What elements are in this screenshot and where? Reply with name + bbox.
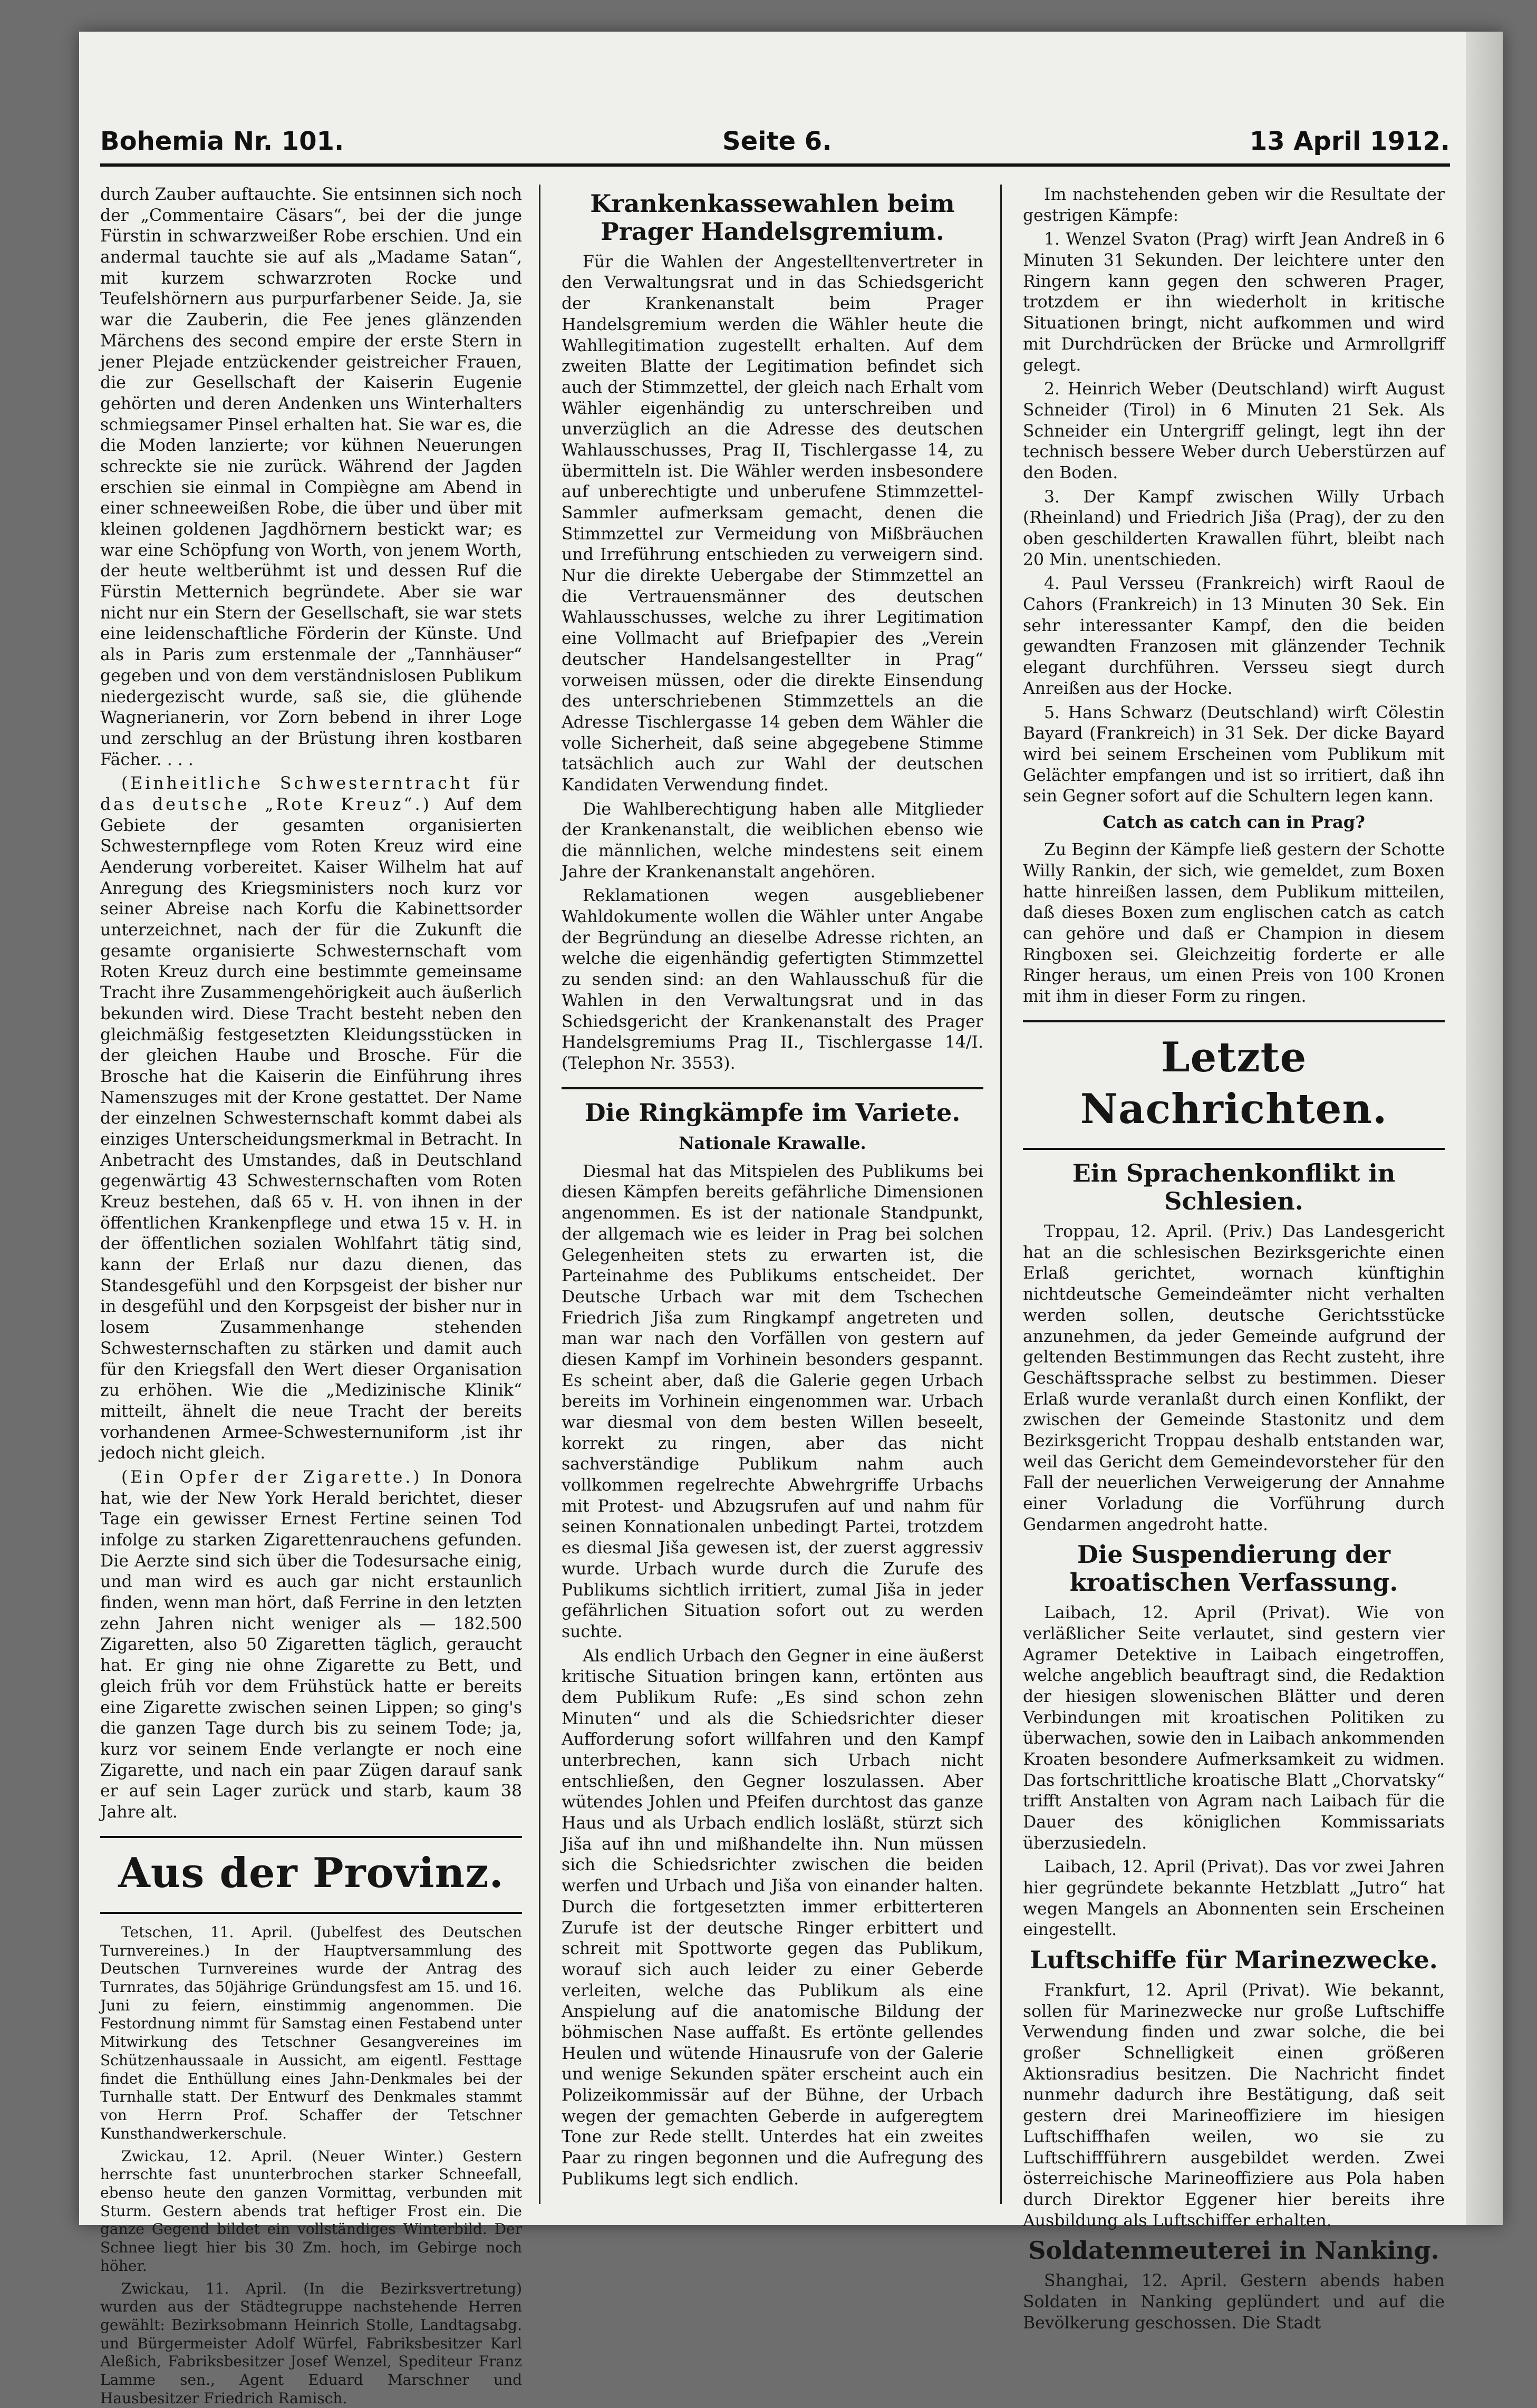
article-paragraph: Reklamationen wegen ausgebliebener Wahldokumente wollen die Wähler unter Angabe der Begründung an dieselbe Adresse richten, an welche die eigenhändig gefertigten Stimmzettel zu senden sind: an den Wahlausschuß für die Wahlen in den Verwaltungsrat und in das Schiedsgericht der Krankenanstalt des Prager Handelsgremiums Prag II., Tischlergasse 14/I. (Telephon Nr. 3553). (562, 886, 983, 1073)
article-heading-krankenkasse: Krankenkassewahlen beim Prager Handelsgremium. (590, 189, 955, 246)
paragraph-lead: (Ein Opfer der Zigarette.) (121, 1467, 422, 1487)
bout-result: 4. Paul Versseu (Frankreich) wirft Raoul de Cahors (Frankreich) in 13 Minuten 30 Sek. Ein sehr interessanter Kampf, den die beiden gewandten Franzosen mit glänzender Technik elegant durchführen. Versseu siegt durch Anreißen aus der Hocke. (1023, 574, 1445, 698)
section-divider (100, 1912, 522, 1914)
article-paragraph: Frankfurt, 12. April (Privat). Wie bekannt, sollen für Marinezwecke nur große Luftschiffe Verwendung finden und zwar solche, die bei großer Schnelligkeit einen größeren Aktionsradius besitzen. Die Nachricht findet nunmehr dadurch ihre Bestätigung, daß seit gestern drei Marineoffiziere im hiesigen Luftschiffhafen weilen, wo sie zu Luftschiffführern ausgebildet werden. Zwei österreichische Marineoffiziere aus Pola haben durch Direktor Eggener hier bereits ihre Ausbildung als Luftschiffer erhalten. (1023, 1981, 1445, 2230)
bout-result: 5. Hans Schwarz (Deutschland) wirft Cölestin Bayard (Frankreich) in 31 Sek. Der dicke Bayard wird bei seinem Erscheinen vom Publikum mit Gelächter empfangen und ist so irritiert, daß ihn sein Gegner sofort auf die Schultern legen kann. (1023, 703, 1445, 806)
article-paragraph: Die Wahlberechtigung haben alle Mitglieder der Krankenanstalt, die weiblichen ebenso wie die männlichen, welche mindestens seit einem Jahre der Krankenanstalt angehören. (562, 799, 983, 882)
article-paragraph: Im nachstehenden geben wir die Resultate der gestrigen Kämpfe: (1023, 185, 1445, 225)
newspaper-page (79, 32, 1503, 2407)
page-edge-shadow (1466, 32, 1503, 2225)
article-heading-ringkaempfe: Die Ringkämpfe im Variete. (584, 1098, 961, 1127)
article-paragraph: Troppau, 12. April. (Priv.) Das Landesgericht hat an die schlesischen Bezirksgerichte einen Erlaß gerichtet, wornach künftighin nichtdeutsche Gemeindeämter nicht verhalten werden sollen, deutsche Gerichtsstücke anzunehmen, da jeder Gemeinde aufgrund der geltenden Bestimmungen das Recht zusteht, ihre Geschäftssprache selbst zu bestimmen. Dieser Erlaß wurde veranlaßt durch einen Konflikt, der zwischen der Gemeinde Stastonitz und dem Bezirksgericht Troppau deshalb entstanden war, weil das Gericht dem Gemeindevorsteher für den Fall der neuerlichen Verweigerung der Annahme einer Vorladung die Vorführung durch Gendarmen angedroht hatte. (1023, 1222, 1445, 1534)
bout-result: 2. Heinrich Weber (Deutschland) wirft August Schneider (Tirol) in 6 Minuten 21 Sek. Als Schneider ein Untergriff gelingt, legt ihn der technisch bessere Weber durch Ueberstürzen auf den Boden. (1023, 380, 1445, 482)
column-3 (1023, 185, 1445, 2333)
article-heading-kroatische-verfassung: Die Suspendierung der kroatischen Verfassung. (1069, 1540, 1398, 1597)
article-paragraph: Für die Wahlen der Angestelltenvertreter in den Verwaltungsrat und in das Schiedsgericht der Krankenanstalt beim Prager Handelsgremium werden die Wähler heute die Wahllegitimation zugestellt erhalten. Auf dem zweiten Blatte der Legitimation befindet sich auch der Stimmzettel, der gleich nach Erhalt vom Wähler eigenhändig zu unterschreiben und unverzüglich an die Adresse des deutschen Wahlausschusses, Prag II, Tischlergasse 14, zu übermitteln ist. Die Wähler werden insbesondere auf unberechtigte und unberufene Stimmzettel-Sammler aufmerksam gemacht, denen die Stimmzettel zur Vermeidung von Mißbräuchen und Irreführung entschieden zu verweigern sind. Nur die direkte Uebergabe der Stimmzettel an die Vertrauensmänner des deutschen Wahlausschusses, welche zu ihrer Legitimation eine Vollmacht auf Briefpapier des „Verein deutscher Handelsangestellter in Prag“ vorweisen müssen, oder die direkte Einsendung des unterschriebenen Stimmzettels an die Adresse Tischlergasse 14 geben dem Wähler die volle Sicherheit, daß seine abgegebene Stimme tatsächlich auch zur Wahl der deutschen Kandidaten Verwendung findet. (562, 252, 983, 795)
article-subheading-catch: Catch as catch can in Prag? (1103, 811, 1365, 832)
issue-date: 13 April 1912. (1249, 127, 1450, 156)
news-item: Zwickau, 12. April. (Neuer Winter.) Gestern herrschte fast ununterbrochen starker Schneefall, ebenso heute den ganzen Vormittag, verbunden mit Sturm. Gestern abends trat heftiger Frost ein. Die ganze Gegend bildet ein vollständiges Winterbild. Der Schnee liegt hier bis 30 Zm. hoch, im Gebirge noch höher. (100, 2147, 522, 2275)
column-rule (1000, 185, 1002, 2204)
article-paragraph: Zu Beginn der Kämpfe ließ gestern der Schotte Willy Rankin, der sich, wie gemeldet, zum Boxen hatte hinreißen lassen, dem Publikum mitteilen, daß dieses Boxen zum englischen catch as catch can gehöre und daß er Champion in diesem Ringboxen sei. Gleichzeitig forderte er alle Ringer heraus, um einen Preis von 100 Kronen mit ihm in dieser Form zu ringen. (1023, 840, 1445, 1007)
bout-result: 1. Wenzel Svaton (Prag) wirft Jean Andreß in 6 Minuten 31 Sekunden. Der leichtere unter den Ringern kann gegen den schweren Prager, trotzdem er ihn wiederholt in kritische Situationen bringt, nicht aufkommen und wird mit Durchdrücken der Brücke und Armrollgriff gelegt. (1023, 230, 1445, 375)
provinz-news (100, 1923, 522, 2408)
section-divider (100, 1836, 522, 1838)
article-heading-luftschiffe: Luftschiffe für Marinezwecke. (1030, 1946, 1438, 1975)
bout-result: 3. Der Kampf zwischen Willy Urbach (Rheinland) und Friedrich Jiša (Prag), der zu den oben geschilderten Krawallen führt, bleibt nach 20 Min. unentschieden. (1023, 487, 1445, 569)
paragraph-body: Auf dem Gebiete der gesamten organisierten Schwesternpflege vom Roten Kreuz wird eine Aenderung vorbereitet. Kaiser Wilhelm hat auf Anregung des Kriegsministers noch kurz vor seiner Abreise nach Korfu die Kabinettsorder unterzeichnet, nach der für die Zukunft die gesamte organisierte Schwesternschaft vom Roten Kreuz durch eine bestimmte gemeinsame Tracht ihre Zusammengehörigkeit auch äußerlich bekunden wird. Diese Tracht besteht neben den gleichmäßig festgesetzten Kleidungsstücken in der gleichen Haube und Brosche. Für die Brosche hat die Kaiserin die Einführung ihres Namenszuges mit der Krone gestattet. Der Name der einzelnen Schwesternschaft kommt dabei als einziges Unterscheidungsmerkmal in Betracht. In Anbetracht des Umstandes, daß in Deutschland gegenwärtig 43 Schwesternschaften vom Roten Kreuz bestehen, daß 65 v. H. von ihnen in der öffentlichen Krankenpflege und etwa 15 v. H. in der öffentlichen sozialen Wohlfahrt tätig sind, kann der Erlaß nur dazu dienen, das Standesgefühl und den Korpsgeist der bisher nur in desgefühl und den Korpsgeist der bisher nur in losem Zusammenhange stehenden Schwesternschaften zu stärken und damit auch für den Kriegsfall den Wert dieser Organisation zu erhöhen. Wie die „Medizinische Klinik“ mitteilt, ähnelt die neue Tracht der bereits vorhandenen Armee-Schwesternuniform ,ist ihr jedoch nicht gleich. (100, 795, 522, 1463)
article-paragraph: Laibach, 12. April (Privat). Wie von verläßlicher Seite verlautet, sind gestern vier Agramer Detektive in Laibach eingetroffen, welche angeblich beauftragt sind, die Redaktion der hiesigen slowenischen Blätter und deren Verbindungen mit kroatischen Politiken zu überwachen, sowie den in Laibach ankommenden Kroaten besondere Aufmerksamkeit zu widmen. Das fortschrittliche kroatische Blatt „Chorvatsky“ trifft Anstalten von Agram nach Laibach für die Dauer des königlichen Kommissariats überzusiedeln. (1023, 1603, 1445, 1853)
article-paragraph: Shanghai, 12. April. Gestern abends haben Soldaten in Nanking geplündert und auf die Bevölkerung geschossen. Die Stadt (1023, 2271, 1445, 2333)
article-paragraph: durch Zauber auftauchte. Sie entsinnen sich noch der „Commentaire Cäsars“, bei der die junge Fürstin in schwarzweißer Robe erschien. Und ein andermal tauchte sie auf als „Madame Satan“, mit kurzem schwarzroten Rocke und Teufelshörnern aus purpurfarbener Seide. Ja, sie war die Zauberin, die Fee jenes glänzenden Märchens des second empire der erste Stern in jener Plejade entzückender geistreicher Frauen, die zur Gesellschaft der Kaiserin Eugenie gehörten und deren Andenken uns Winterhalters schmiegsamer Pinsel erhalten hat. Sie war es, die die Moden lanzierte; vor kühnen Neuerungen schreckte sie nie zurück. Während der Jagden erschien sie einmal in Compiègne am Abend in einer schneeweißen Robe, die über und über mit kleinen goldenen Jagdhörnern bestickt war; es war eine Schöpfung von Worth, von jenem Worth, der heute weltberühmt ist und dessen Ruf die Fürstin Metternich begründete. Aber sie war nicht nur ein Stern der Gesellschaft, sie war stets eine leidenschaftliche Förderin der Künste. Und als in Paris zum erstenmale der „Tannhäuser“ gegeben und von dem verständnislosen Publikum niedergezischt wurde, saß sie, die glühende Wagnerianerin, vor Zorn bebend in ihrer Loge und zerschlug an der Brüstung ihren kostbaren Fächer. . . . (100, 185, 522, 769)
column-1 (100, 185, 522, 2407)
article-heading-sprachenkonflikt: Ein Sprachenkonflikt in Schlesien. (1072, 1159, 1396, 1216)
article-paragraph: Als endlich Urbach den Gegner in eine äußerst kritische Situation bringen kann, ertönten aus dem Publikum Rufe: „Es sind schon zehn Minuten“ und als die Schiedsrichter dieser Aufforderung sofort willfahren und den Kampf unterbrechen, kann sich Urbach nicht entschließen, den Gegner loszulassen. Aber wütendes Johlen und Pfeifen durchtost das ganze Haus und als Urbach endlich losläßt, stürzt sich Jiša auf ihn und mißhandelte ihn. Nun müssen sich die Schiedsrichter zwischen die beiden werfen und Urbach und Jiša von einander halten. Durch die fortgesetzten immer erbitterteren Zurufe ist der deutsche Ringer erbittert und schreit mit Spottworte gegen das Publikum, worauf sich auch leider zu einer Geberde verleiten, welche das Publikum als eine Anspielung auf die anatomische Bildung der böhmischen Nase auffaßt. Es ertönte gellendes Heulen und wütende Hinausrufe von der Galerie und wenige Sekunden später erscheint auch ein Polizeikommissär auf der Bühne, der Urbach wegen der gemachten Geberde in aufgeregtem Tone zur Rede stellt. Unterdes hat ein zweites Paar zu ringen begonnen und die Aufregung des Publikums legt sich endlich. (562, 1646, 983, 2189)
section-divider (1023, 1148, 1445, 1150)
article-subheading: Nationale Krawalle. (679, 1133, 866, 1154)
article-heading-soldatenmeuterei: Soldatenmeuterei in Nanking. (1028, 2236, 1439, 2265)
column-rule (539, 185, 540, 2204)
news-item: Zwickau, 11. April. (In die Bezirksvertretung) wurden aus der Städtegruppe nachstehende Herren gewählt: Bezirksobmann Heinrich Stolle, Landtagsabg. und Bürgermeister Adolf Würfel, Fabriksbesitzer Karl Aleßich, Fabriksbesitzer Josef Wenzel, Spediteur Franz Lamme sen., Agent Eduard Marschner und Hausbesitzer Friedrich Ramisch. (100, 2279, 522, 2407)
paper-issue: Bohemia Nr. 101. (100, 127, 344, 156)
article-paragraph: Laibach, 12. April (Privat). Das vor zwei Jahren hier gegründete bekannte Hetzblatt „Jutro“ hat wegen Mangels an Abonnenten sein Erscheinen eingestellt. (1023, 1858, 1445, 1940)
paragraph-body: In Donora hat, wie der New York Herald berichtet, dieser Tage ein gewisser Ernest Fertine seinen Tod infolge zu starken Zigarettenrauchens gefunden. Die Aerzte sind sich über die Todesursache einig, und man wird es auch gar nicht erstaunlich finden, wenn man hört, daß Ferrine in den letzten zehn Jahren nicht weniger als — 182.500 Zigaretten, also 50 Zigaretten täglich, geraucht hat. Er ging nie ohne Zigarette zu Bett, und gleich früh vor dem Frühstück hatte er bereits eine Zigarette zwischen seinen Lippen; so ging's die ganzen Tage durch bis zu seinem Tode; ja, kurz vor seinem Ende verlangte er noch eine Zigarette, und nach ein paar Zügen darauf sank er auf sein Lager zurück und starb, kaum 38 Jahre alt. (100, 1467, 522, 1822)
article-paragraph (100, 773, 522, 1464)
masthead (100, 121, 1450, 167)
article-paragraph: Diesmal hat das Mitspielen des Publikums bei diesen Kämpfen bereits gefährliche Dimensionen angenommen. Es ist der nationale Standpunkt, der allgemach wie es leider in Prag bei solchen Gelegenheiten stets zu erwarten ist, die Parteinahme des Publikums entscheidet. Der Deutsche Urbach war mit dem Tschechen Friedrich Jiša zum Ringkampf angetreten und man war nach den Vorfällen von gestern auf diesen Kampf im Vorhinein besonders gespannt. Es scheint aber, daß die Galerie gegen Urbach bereits im Vorhinein eingenommen war. Urbach war diesmal von dem besten Willen beseelt, korrekt zu ringen, aber das nicht sachverständige Publikum nahm auch vollkommen regelrechte Abwehrgriffe Urbachs mit Protest- und Abzugsrufen auf und nahm für seinen Konnationalen unbedingt Partei, trotzdem es diesmal Jiša gewesen ist, der zuerst aggressiv wurde. Urbach wurde durch die Zurufe des Publikums sichtlich irritiert, zumal Jiša in jeder gefährlichen Situation sofort out zu werden suchte. (562, 1162, 983, 1641)
section-heading-letzte-nachrichten: Letzte Nachrichten. (1080, 1033, 1388, 1134)
article-paragraph (100, 1467, 522, 1823)
section-divider (562, 1087, 983, 1089)
paragraph-lead: (Einheitliche Schwesterntracht für das deutsche „Rote Kreuz“.) (100, 774, 522, 814)
page-number: Seite 6. (722, 127, 832, 156)
news-item: Tetschen, 11. April. (Jubelfest des Deutschen Turnvereines.) In der Hauptversammlung des Deutschen Turnvereines wurde der Antrag des Turnrates, das 50jährige Gründungsfest am 15. und 16. Juni zu feiern, einstimmig angenommen. Die Festordnung nimmt für Samstag einen Festabend unter Mitwirkung des Tetschner Gesangvereines im Schützenhaussaale in Aussicht, am eigentl. Festtage findet die Enthüllung eines Jahn-Denkmales bei der Turnhalle statt. Der Entwurf des Denkmales stammt von Herrn Prof. Schaffer der Tetschner Kunsthandwerkerschule. (100, 1923, 522, 2142)
section-heading-provinz: Aus der Provinz. (118, 1849, 504, 1897)
column-2 (562, 185, 983, 2204)
section-divider (1023, 1020, 1445, 1022)
